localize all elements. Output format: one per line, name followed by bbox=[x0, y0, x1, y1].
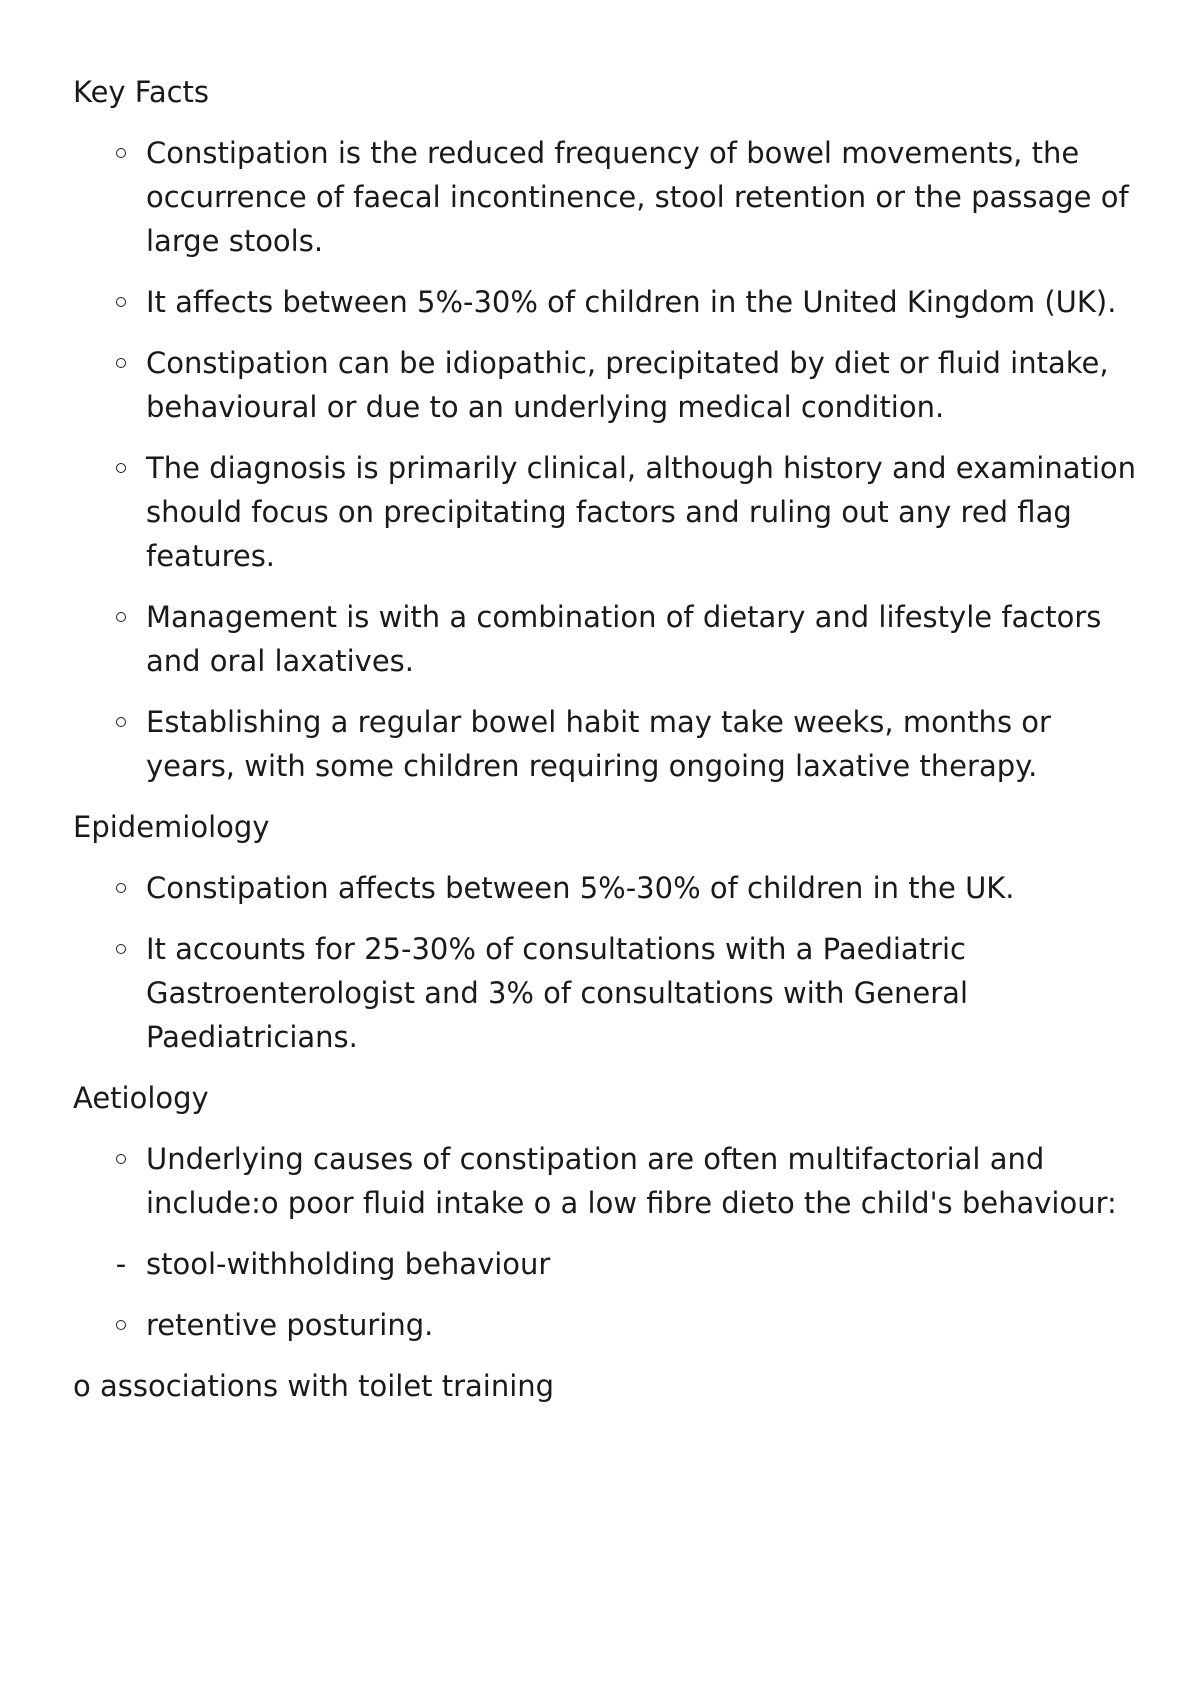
list-item-text: Constipation affects between 5%-30% of children in the UK. bbox=[146, 871, 1015, 905]
list-item-text: The diagnosis is primarily clinical, although history and examination should focus on precipitating factors and ruling out any red flag features. bbox=[146, 451, 1137, 573]
section-heading: Aetiology bbox=[73, 1081, 209, 1115]
list-item-text: stool-withholding behaviour bbox=[146, 1247, 551, 1281]
list-item bbox=[73, 700, 1143, 788]
list-item bbox=[73, 1242, 1143, 1286]
list-item bbox=[73, 595, 1143, 683]
bullet-list bbox=[73, 866, 1143, 1059]
list-item bbox=[73, 280, 1143, 324]
bullet-circle-icon bbox=[111, 595, 131, 639]
list-item-text: Constipation is the reduced frequency of bowel movements, the occurrence of faecal incontinence, stool retention or the passage of large stools. bbox=[146, 136, 1129, 258]
list-item bbox=[73, 131, 1143, 263]
list-item bbox=[73, 927, 1143, 1059]
bullet-circle-icon bbox=[111, 446, 131, 490]
bullet-circle-icon bbox=[111, 280, 131, 324]
list-item bbox=[73, 446, 1143, 578]
bullet-circle-icon bbox=[111, 1303, 131, 1347]
bullet-circle-icon bbox=[111, 927, 131, 971]
bullet-circle-icon bbox=[111, 866, 131, 910]
bullet-circle-icon bbox=[111, 341, 131, 385]
list-item bbox=[73, 1303, 1143, 1347]
list-item-text: It accounts for 25-30% of consultations with a Paediatric Gastroenterologist and 3% of consultations with General Paediatricians. bbox=[146, 932, 969, 1054]
list-item-text: Establishing a regular bowel habit may take weeks, months or years, with some children requiring ongoing laxative therapy. bbox=[146, 705, 1051, 783]
section-key-facts bbox=[73, 70, 1143, 788]
list-item-text: Constipation can be idiopathic, precipitated by diet or fluid intake, behavioural or due to an underlying medical condition. bbox=[146, 346, 1109, 424]
list-item bbox=[73, 1137, 1143, 1225]
section-heading: Epidemiology bbox=[73, 810, 270, 844]
section-heading: Key Facts bbox=[73, 75, 210, 109]
bullet-circle-icon bbox=[111, 131, 131, 175]
list-item-text: Management is with a combination of dietary and lifestyle factors and oral laxatives. bbox=[146, 600, 1102, 678]
bullet-dash-icon bbox=[111, 1242, 131, 1286]
bullet-list bbox=[73, 131, 1143, 788]
list-item-text: retentive posturing. bbox=[146, 1308, 434, 1342]
list-item bbox=[73, 866, 1143, 910]
section-aetiology bbox=[73, 1076, 1143, 1408]
document-page bbox=[73, 70, 1143, 1408]
list-item-text: It affects between 5%-30% of children in the United Kingdom (UK). bbox=[146, 285, 1117, 319]
list-item-text: Underlying causes of constipation are often multifactorial and include:o poor fluid intake o a low fibre dieto the child's behaviour: bbox=[146, 1142, 1117, 1220]
bullet-circle-icon bbox=[111, 700, 131, 744]
bullet-circle-icon bbox=[111, 1137, 131, 1181]
trailing-line: o associations with toilet training bbox=[73, 1369, 555, 1403]
bullet-list bbox=[73, 1137, 1143, 1347]
section-epidemiology bbox=[73, 805, 1143, 1059]
list-item bbox=[73, 341, 1143, 429]
